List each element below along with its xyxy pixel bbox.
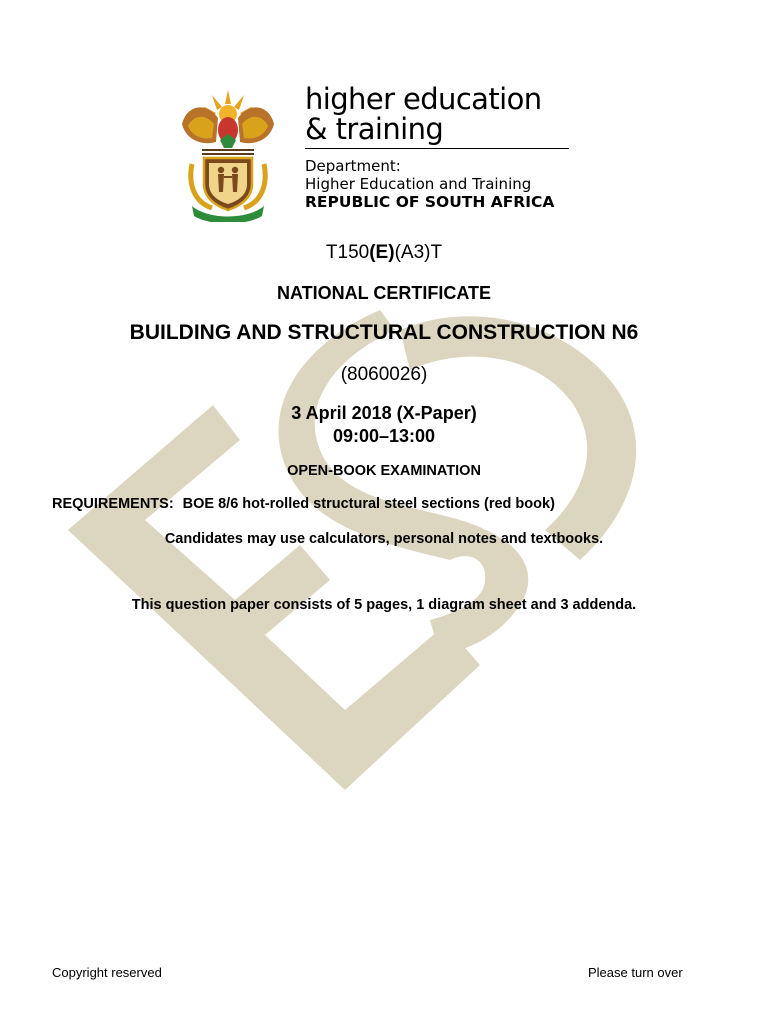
- department-logo: [172, 84, 592, 224]
- brand-divider: [305, 148, 569, 149]
- coat-of-arms-icon: [172, 84, 284, 222]
- turn-over-footer: Please turn over: [588, 965, 683, 980]
- exam-date: 3 April 2018 (X-Paper): [291, 403, 477, 423]
- copyright-footer: Copyright reserved: [52, 965, 162, 980]
- country-name: REPUBLIC OF SOUTH AFRICA: [305, 193, 555, 211]
- candidates-note: Candidates may use calculators, personal notes and textbooks.: [164, 531, 604, 547]
- department-name: Higher Education and Training: [305, 175, 532, 193]
- exam-type: OPEN-BOOK EXAMINATION: [287, 463, 481, 479]
- brand-line-1: higher education: [305, 82, 542, 116]
- paper-code-suffix: (A3)T: [394, 242, 443, 263]
- requirements-text: BOE 8/6 hot-rolled structural steel sections (red book): [182, 496, 555, 512]
- exam-date-time: [0, 402, 768, 448]
- requirements: [52, 496, 555, 512]
- subject-code: (8060026): [340, 364, 428, 385]
- exam-time: 09:00–13:00: [332, 426, 436, 446]
- paper-code: [0, 242, 768, 264]
- pages-note: This question paper consists of 5 pages, 1 diagram sheet and 3 addenda.: [131, 597, 637, 613]
- paper-code-prefix: T150: [325, 242, 370, 263]
- brand-line-2: & training: [305, 112, 444, 146]
- subject-title: BUILDING AND STRUCTURAL CONSTRUCTION N6: [129, 321, 639, 344]
- requirements-label: REQUIREMENTS:: [52, 496, 174, 512]
- paper-code-language: (E): [369, 242, 395, 263]
- certificate-title: NATIONAL CERTIFICATE: [277, 283, 491, 303]
- department-label: Department:: [305, 157, 401, 175]
- department-brand: [305, 84, 575, 211]
